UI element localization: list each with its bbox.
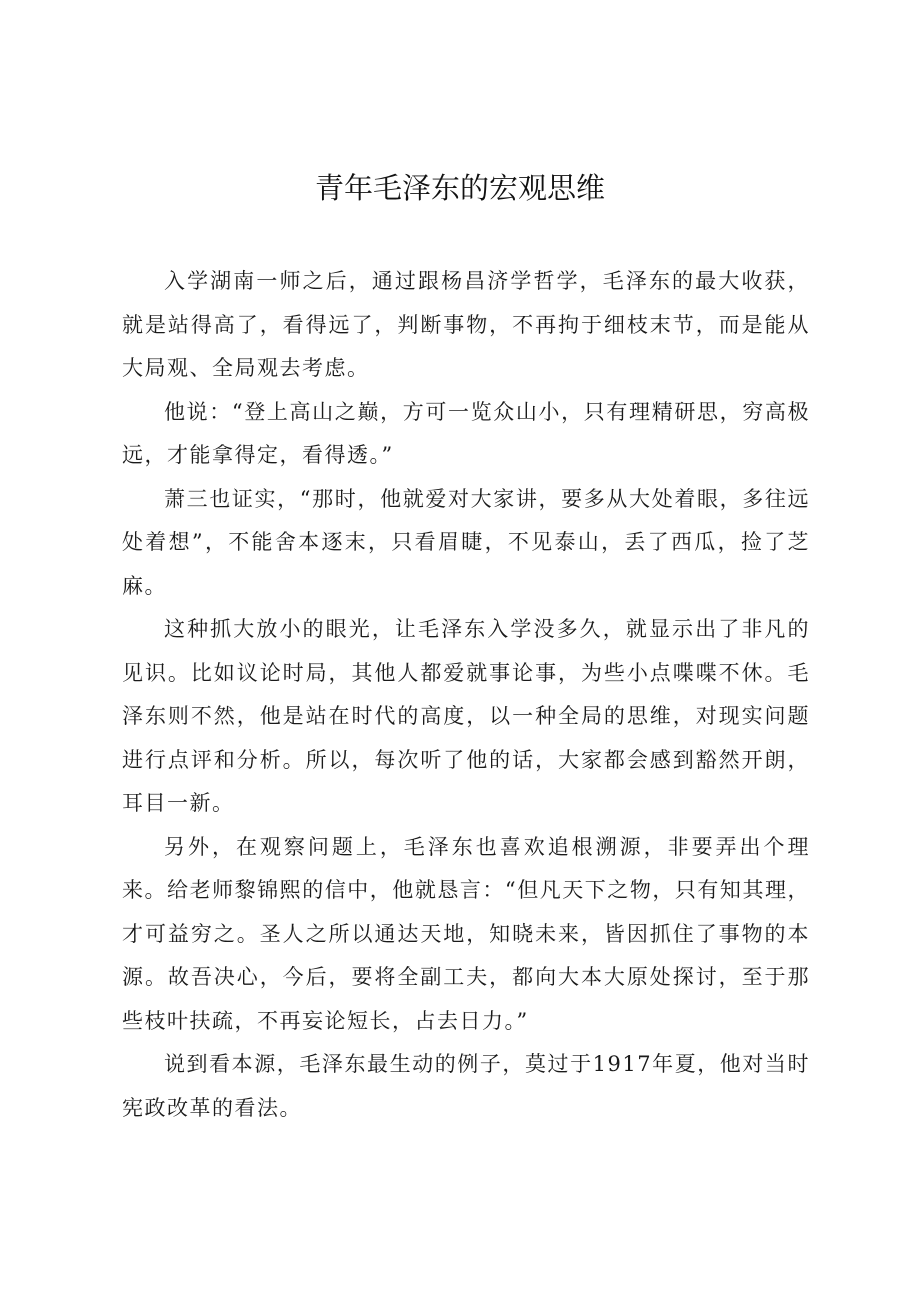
paragraph: 他说：“登上高山之巅，方可一览众山小，只有理精研思，穷高极远，才能拿得定，看得透。” — [122, 399, 810, 467]
paragraph: 说到看本源，毛泽东最生动的例子，莫过于1917年夏，他对当时宪政改革的看法。 — [122, 1052, 810, 1120]
paragraph: 这种抓大放小的眼光，让毛泽东入学没多久，就显示出了非凡的见识。比如议论时局，其他人都爱就事论事，为些小点喋喋不休。毛泽东则不然，他是站在时代的高度，以一种全局的思维，对现实问题进行点评和分析。所以，每次听了他的话，大家都会感到豁然开朗，耳目一新。 — [122, 617, 810, 815]
paragraph: 另外，在观察问题上，毛泽东也喜欢追根溯源，非要弄出个理来。给老师黎锦熙的信中，他就恳言：“但凡天下之物，只有知其理，才可益穷之。圣人之所以通达天地，知晓未来，皆因抓住了事物的本源。故吾决心，今后，要将全副工夫，都向大本大原处探讨，至于那些枝叶扶疏，不再妄论短长，占去日力。” — [122, 834, 810, 1033]
paragraph: 入学湖南一师之后，通过跟杨昌济学哲学，毛泽东的最大收获，就是站得高了，看得远了，判断事物，不再拘于细枝末节，而是能从大局观、全局观去考虑。 — [122, 269, 810, 380]
document-title: 青年毛泽东的宏观思维 — [314, 171, 605, 205]
paragraph: 萧三也证实，“那时，他就爱对大家讲，要多从大处着眼，多往远处着想”，不能舍本逐末，只看眉睫，不见泰山，丢了西瓜，捡了芝麻。 — [122, 486, 810, 598]
document-body — [122, 260, 810, 1130]
